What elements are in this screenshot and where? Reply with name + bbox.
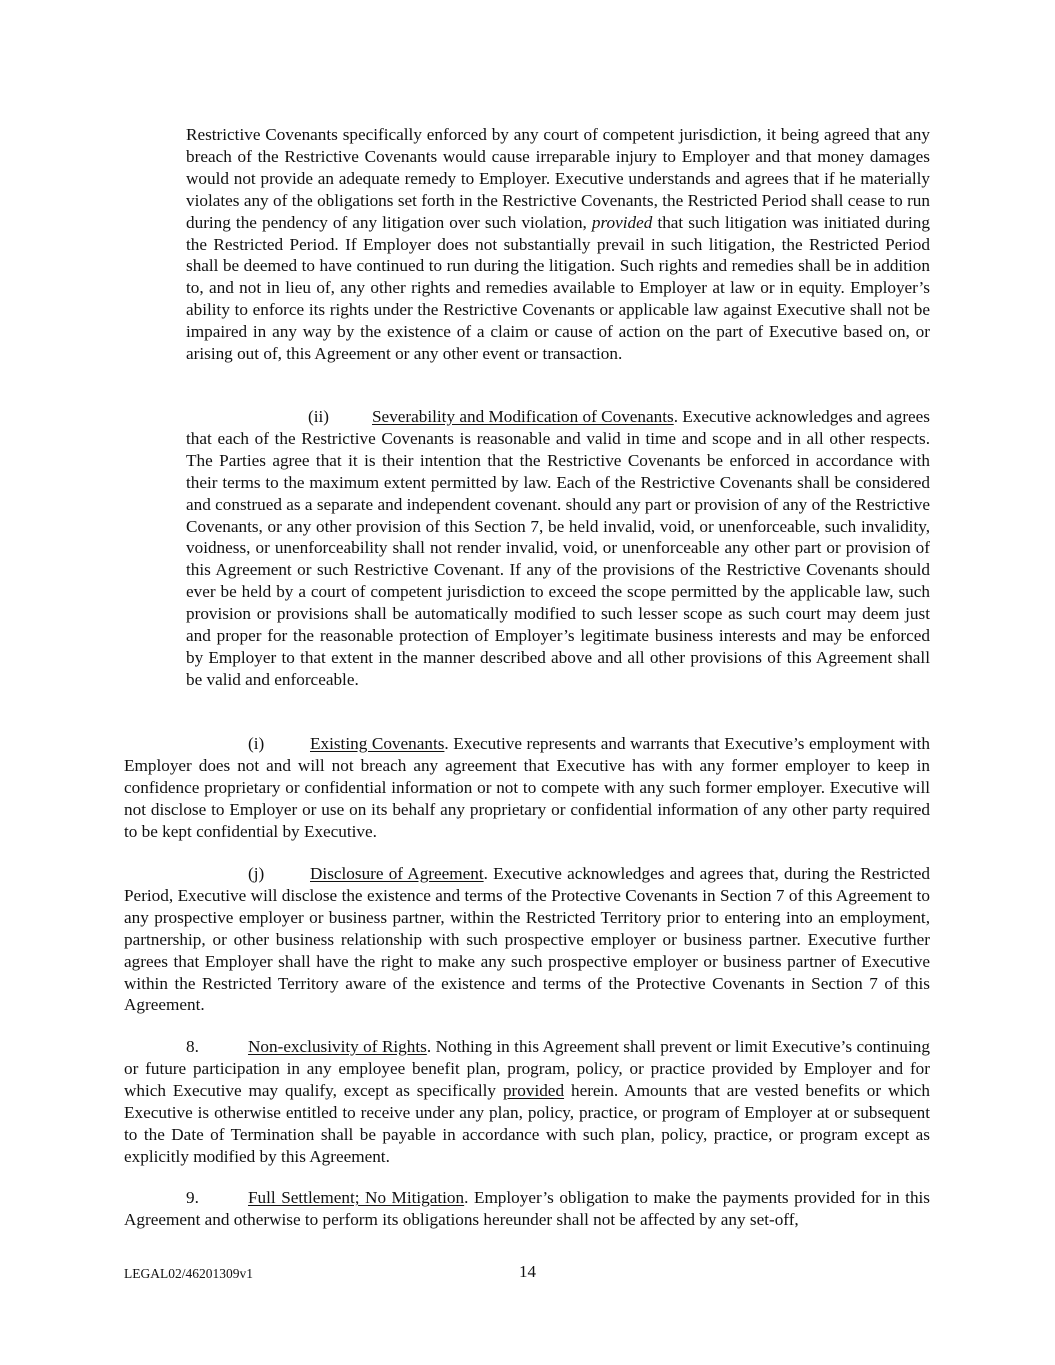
section-8-underlined-word: provided <box>502 1080 565 1100</box>
continuation-italic-word: provided <box>591 212 653 232</box>
section-j-number: (j) <box>248 864 265 883</box>
section-i-paragraph <box>124 733 930 843</box>
section-9-number-wrap <box>124 1187 248 1209</box>
section-9-paragraph <box>124 1187 930 1231</box>
section-9-heading: Full Settlement; No Mitigation <box>248 1188 465 1207</box>
section-8-body-b: herein. Amounts that are vested benefits or which Executive is otherwise entitled to receive under any plan, policy, practice, or program of Employer at or subsequent to the Date of Termination shall be payable in accordance with such plan, policy, practice, or program except as explicitly modified by this Agreement. <box>124 1080 931 1166</box>
section-9-body: . Employer’s obligation to make the payments provided for in this Agreement and otherwise to perform its obligations hereunder shall not be affected by any set-off, <box>124 1188 930 1229</box>
section-j-body: . Executive acknowledges and agrees that, during the Restricted Period, Executive will disclose the existence and terms of the Protective Covenants in Section 7 of this Agreement to any prospective employer or business partner, within the Restricted Territory prior to entering into an employment, partnership, or other business relationship with such prospective employer or business partner. Executive further agrees that Employer shall have the right to make any such prospective employer or business partner of Executive within the Restricted Territory aware of the existence and terms of the Protective Covenants in Section 7 of this Agreement. <box>124 864 930 1015</box>
section-i-number-wrap <box>124 733 310 755</box>
section-9-number: 9. <box>186 1188 199 1207</box>
section-i-body: . Executive represents and warrants that Executive’s employment with Employer does not and will not breach any agreement that Executive has with any former employer to keep in confidence proprietary or confidential information or not to compete with any such former employer. Executive will not disclose to Employer or use on its behalf any proprietary or confidential information of any other party required to be kept confidential by Executive. <box>124 734 931 841</box>
section-i-heading: Existing Covenants <box>310 734 445 753</box>
section-8-number-wrap <box>124 1036 248 1058</box>
continuation-paragraph <box>186 124 930 365</box>
section-ii-body: . Executive acknowledges and agrees that each of the Restrictive Covenants is reasonable and valid in time and scope and in all other respects. The Parties agree that it is their intention that the Restrictive Covenants be enforced in accordance with their terms to the maximum extent permitted by law. Each of the Restrictive Covenants shall be considered and construed as a separate and independent covenant. should any part or provision of any of the Restrictive Covenants, or any other provision of this Section 7, be held invalid, void, or unenforceable, such invalidity, voidness, or unenforceability shall not render invalid, void, or unenforceable any other part or provision of this Agreement or such Restrictive Covenant. If any of the provisions of the Restrictive Covenants should ever be held by a court of competent jurisdiction to exceed the scope permitted by the applicable law, such provision or provisions shall be automatically modified to such lesser scope as such court may deem just and proper for the reasonable protection of Employer’s legitimate business interests and may be enforced by Employer to that extent in the manner described above and all other provisions of this Agreement shall be valid and enforceable. <box>186 407 930 689</box>
section-8-number: 8. <box>186 1037 199 1056</box>
continuation-text-b: that such litigation was initiated during the Restricted Period. If Employer does not substantially prevail in such litigation, the Restricted Period shall be deemed to have continued to run during the litigation. Such rights and remedies shall be in addition to, and not in lieu of, any other rights and remedies available to Employer at law or in equity. Employer’s ability to enforce its rights under the Restrictive Covenants or applicable law against Executive shall not be impaired in any way by the existence of a claim or cause of action on the part of Executive based on, or arising out of, this Agreement or any other event or transaction. <box>186 212 930 364</box>
section-j-number-wrap <box>124 863 310 885</box>
section-ii-number: (ii) <box>308 407 329 426</box>
section-j-heading: Disclosure of Agreement <box>310 864 484 883</box>
continuation-text-a: Restrictive Covenants specifically enforced by any court of competent jurisdiction, it being agreed that any breach of the Restrictive Covenants would cause irreparable injury to Employer and that money damages would not provide an adequate remedy to Employer. Executive understands and agrees that if he materially violates any of the obligations set forth in the Restrictive Covenants, the Restricted Period shall cease to run during the pendency of any litigation over such violation, <box>186 125 930 232</box>
section-j-paragraph <box>124 863 930 1016</box>
section-ii-heading: Severability and Modification of Covenants <box>372 407 674 426</box>
footer-page-number: 14 <box>519 1262 536 1281</box>
section-i-number: (i) <box>248 734 265 753</box>
section-8-paragraph <box>124 1036 930 1167</box>
section-8-heading: Non-exclusivity of Rights <box>248 1037 427 1056</box>
section-ii-paragraph <box>186 406 930 691</box>
footer-document-id: LEGAL02/46201309v1 <box>124 1266 253 1281</box>
section-8-body-a: . Nothing in this Agreement shall prevent or limit Executive’s continuing or future participation in any employee benefit plan, program, policy, or practice provided by Employer and for which Executive may qualify, except as specifically <box>124 1037 930 1100</box>
section-ii-number-wrap <box>186 406 372 428</box>
